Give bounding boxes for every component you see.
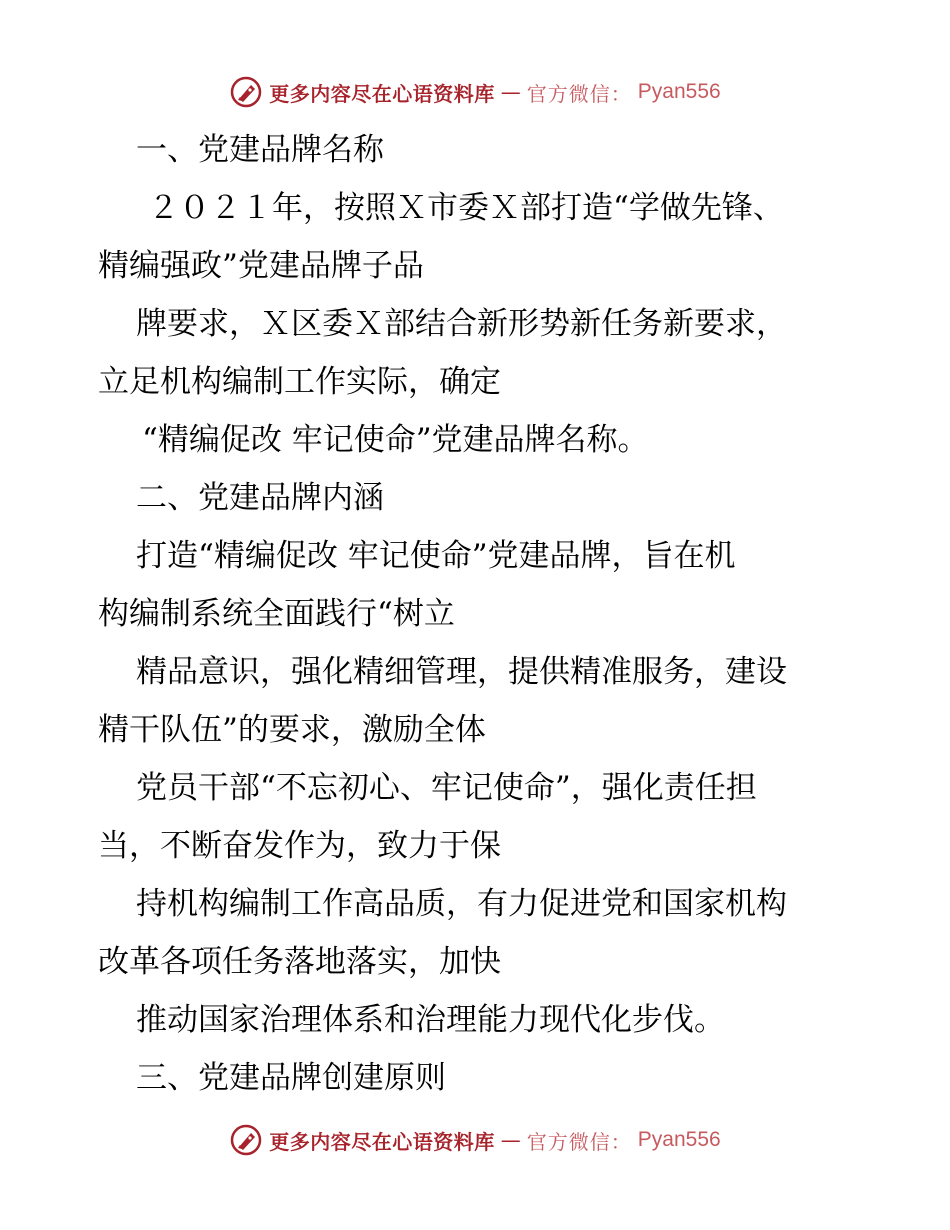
paragraph-line: 牌要求，Ｘ区委Ｘ部结合新形势新任务新要求， xyxy=(136,306,787,342)
paragraph-line: 改革各项任务落地落实，加快 xyxy=(98,944,501,980)
paragraph-line: 党员干部“不忘初心、牢记使命”，强化责任担 xyxy=(136,770,757,806)
paragraph-line: 推动国家治理体系和治理能力现代化步伐。 xyxy=(136,1002,725,1038)
footer-watermark xyxy=(0,1120,950,1160)
watermark-brand xyxy=(229,75,720,109)
section-heading-2: 二、党建品牌内涵 xyxy=(136,480,384,516)
paragraph-line: 精干队伍”的要求，激励全体 xyxy=(98,712,486,748)
watermark-separator: — xyxy=(500,80,521,104)
header-watermark xyxy=(0,72,950,112)
paragraph-line: 当，不断奋发作为，致力于保 xyxy=(98,828,501,864)
watermark-wechat-label: 官方微信： xyxy=(526,81,632,106)
section-heading-3: 三、党建品牌创建原则 xyxy=(136,1060,446,1096)
paragraph-line: 精编强政”党建品牌子品 xyxy=(98,248,424,284)
paragraph-line: ２０２１年，按照Ｘ市委Ｘ部打造“学做先锋、 xyxy=(148,190,784,226)
paragraph-line: 构编制系统全面践行“树立 xyxy=(98,596,455,632)
pen-nib-logo-icon xyxy=(229,1123,263,1157)
watermark-wechat-id: Pyan556 xyxy=(637,80,721,103)
watermark-wechat-label: 官方微信： xyxy=(526,1129,632,1154)
paragraph-line: 立足机构编制工作实际，确定 xyxy=(98,364,501,400)
watermark-text: 更多内容尽在心语资料库 xyxy=(269,81,495,106)
paragraph-line: 持机构编制工作高品质，有力促进党和国家机构 xyxy=(136,886,787,922)
paragraph-line: “精编促改 牢记使命”党建品牌名称。 xyxy=(142,422,649,458)
paragraph-line: 精品意识，强化精细管理，提供精准服务，建设 xyxy=(136,654,787,690)
watermark-brand xyxy=(229,1123,720,1157)
section-heading-1: 一、党建品牌名称 xyxy=(136,132,384,168)
paragraph-line: 打造“精编促改 牢记使命”党建品牌，旨在机 xyxy=(136,538,736,574)
pen-nib-logo-icon xyxy=(229,75,263,109)
watermark-separator: — xyxy=(500,1128,521,1152)
watermark-text: 更多内容尽在心语资料库 xyxy=(269,1129,495,1154)
watermark-wechat-id: Pyan556 xyxy=(637,1128,721,1151)
